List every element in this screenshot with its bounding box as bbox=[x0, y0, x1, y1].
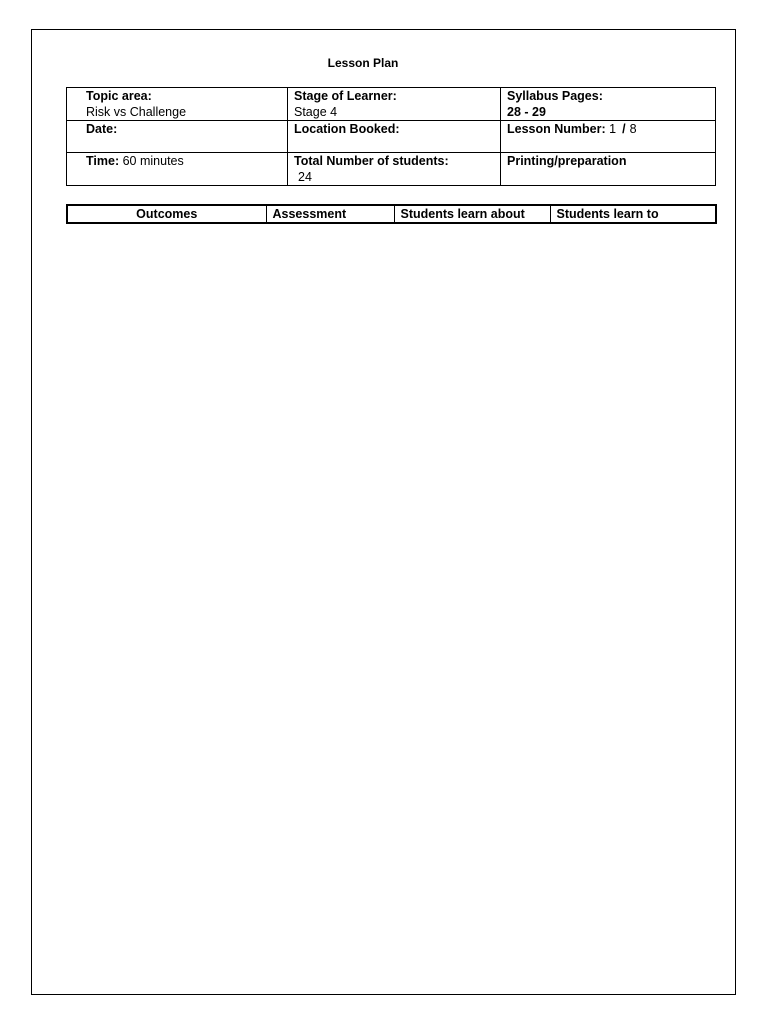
info-row-1 bbox=[67, 88, 716, 121]
lesson-info-table bbox=[66, 87, 716, 186]
lesson-number-total: 8 bbox=[629, 122, 637, 136]
lesson-number-separator: / bbox=[622, 122, 626, 136]
outcomes-header-row bbox=[67, 205, 716, 223]
lesson-number-cell bbox=[501, 121, 716, 153]
total-students-value: 24 bbox=[298, 170, 312, 184]
syllabus-pages-cell bbox=[501, 88, 716, 121]
document-title: Lesson Plan bbox=[327, 56, 399, 70]
total-students-cell bbox=[288, 153, 501, 186]
total-students-label: Total Number of students: bbox=[294, 154, 449, 168]
info-row-2 bbox=[67, 121, 716, 153]
topic-area-cell bbox=[67, 88, 288, 121]
students-learn-to-header: Students learn to bbox=[550, 205, 716, 223]
students-learn-about-header: Students learn about bbox=[394, 205, 550, 223]
date-cell bbox=[67, 121, 288, 153]
assessment-header: Assessment bbox=[266, 205, 394, 223]
outcomes-header: Outcomes bbox=[67, 205, 266, 223]
syllabus-pages-label: Syllabus Pages: bbox=[507, 89, 603, 103]
location-booked-cell bbox=[288, 121, 501, 153]
lesson-number-label: Lesson Number: bbox=[507, 122, 606, 136]
lesson-number-current: 1 bbox=[609, 122, 617, 136]
printing-preparation-cell bbox=[501, 153, 716, 186]
time-cell bbox=[67, 153, 288, 186]
stage-of-learner-value: Stage 4 bbox=[294, 105, 338, 119]
time-value: 60 minutes bbox=[122, 154, 184, 168]
outcomes-table bbox=[66, 204, 717, 224]
time-label: Time: bbox=[86, 154, 120, 168]
stage-of-learner-label: Stage of Learner: bbox=[294, 89, 397, 103]
topic-area-label: Topic area: bbox=[86, 89, 152, 103]
date-label: Date: bbox=[86, 122, 118, 136]
printing-preparation-label: Printing/preparation bbox=[507, 154, 627, 168]
topic-area-value: Risk vs Challenge bbox=[86, 105, 187, 119]
location-booked-label: Location Booked: bbox=[294, 122, 400, 136]
stage-of-learner-cell bbox=[288, 88, 501, 121]
info-row-3 bbox=[67, 153, 716, 186]
syllabus-pages-value: 28 - 29 bbox=[507, 105, 546, 119]
